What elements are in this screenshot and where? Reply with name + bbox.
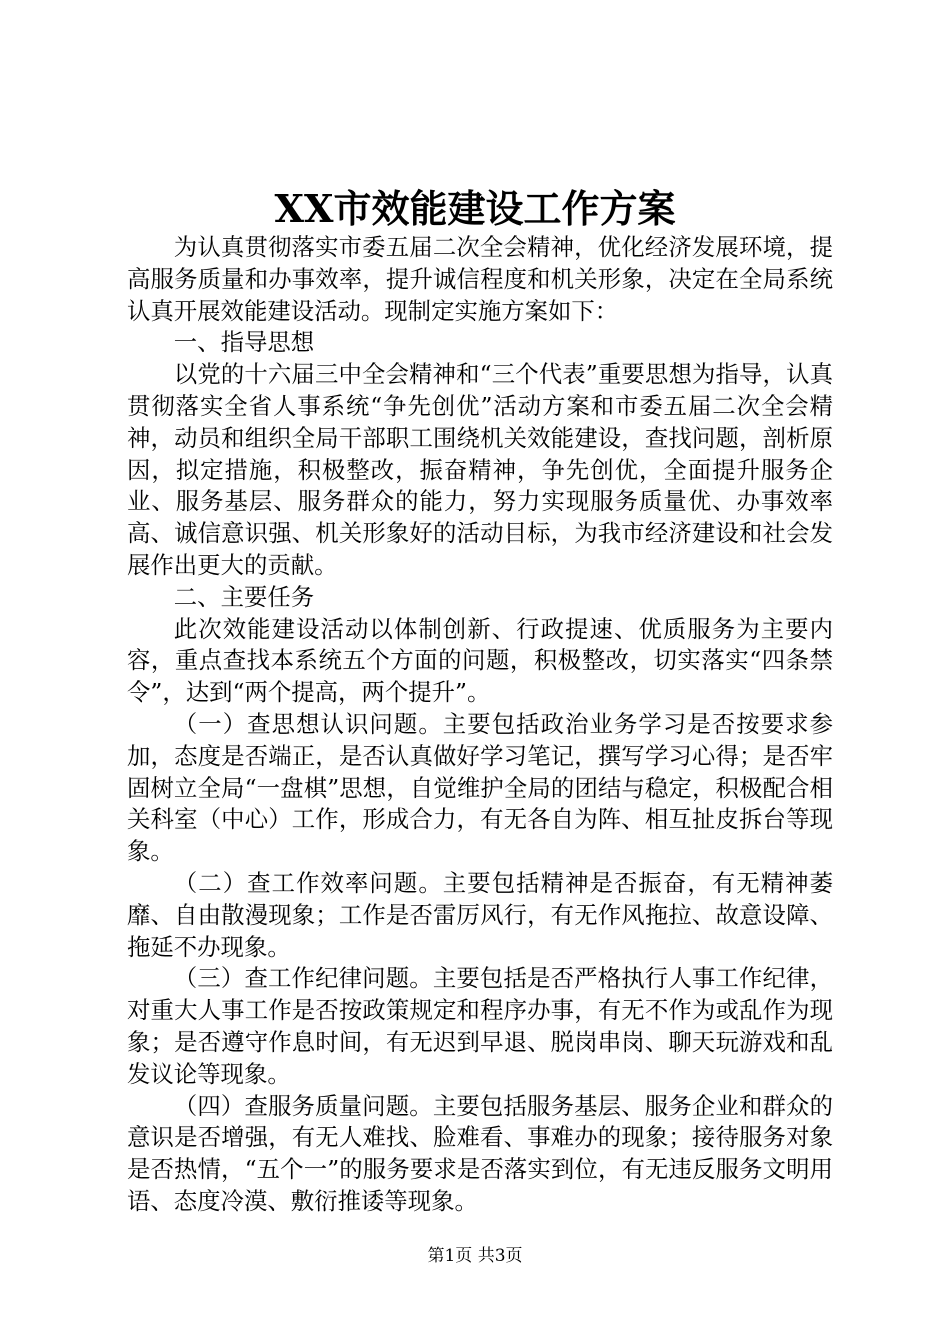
document-title: XX市效能建设工作方案 <box>274 186 676 231</box>
section-heading-main-tasks: 二、主要任务 <box>173 582 315 611</box>
task-item-3: （三）查工作纪律问题。主要包括是否严格执行人事工作纪律，对重大人事工作是否按政策规定和程序办事，有无不作为或乱作为现象；是否遵守作息时间，有无迟到早退、脱岗串岗、聊天玩游戏和乱发议论等现象。 <box>127 964 833 1088</box>
intro-paragraph: 为认真贯彻落实市委五届二次全会精神，优化经济发展环境，提高服务质量和办事效率，提升诚信程度和机关形象，决定在全局系统认真开展效能建设活动。现制定实施方案如下： <box>127 233 833 325</box>
main-tasks-paragraph: 此次效能建设活动以体制创新、行政提速、优质服务为主要内容，重点查找本系统五个方面的问题，积极整改，切实落实“四条禁令”，达到“两个提高，两个提升”。 <box>127 614 833 707</box>
page-number-footer: 第1页 共3页 <box>427 1246 523 1266</box>
guiding-ideology-paragraph: 以党的十六届三中全会精神和“三个代表”重要思想为指导，认真贯彻落实全省人事系统“争先创优”活动方案和市委五届二次全会精神，动员和组织全局干部职工围绕机关效能建设，查找问题，剖析原因，拟定措施，积极整改，振奋精神，争先创优，全面提升服务企业、服务基层、服务群众的能力，努力实现服务质量优、办事效率高、诚信意识强、机关形象好的活动目标，为我市经济建设和社会发展作出更大的贡献。 <box>127 360 833 579</box>
section-heading-guiding-ideology: 一、指导思想 <box>173 328 315 357</box>
task-item-2: （二）查工作效率问题。主要包括精神是否振奋，有无精神萎靡、自由散漫现象；工作是否雷厉风行，有无作风拖拉、故意设障、拖延不办现象。 <box>127 868 833 961</box>
task-item-1: （一）查思想认识问题。主要包括政治业务学习是否按要求参加，态度是否端正，是否认真做好学习笔记，撰写学习心得；是否牢固树立全局“一盘棋”思想，自觉维护全局的团结与稳定，积极配合相关科室（中心）工作，形成合力，有无各自为阵、相互扯皮拆台等现象。 <box>127 709 833 866</box>
document-body <box>127 232 833 1218</box>
task-item-4: （四）查服务质量问题。主要包括服务基层、服务企业和群众的意识是否增强，有无人难找、脸难看、事难办的现象；接待服务对象是否热情，“五个一”的服务要求是否落实到位，有无违反服务文明用语、态度冷漠、敷衍推诿等现象。 <box>127 1091 833 1215</box>
